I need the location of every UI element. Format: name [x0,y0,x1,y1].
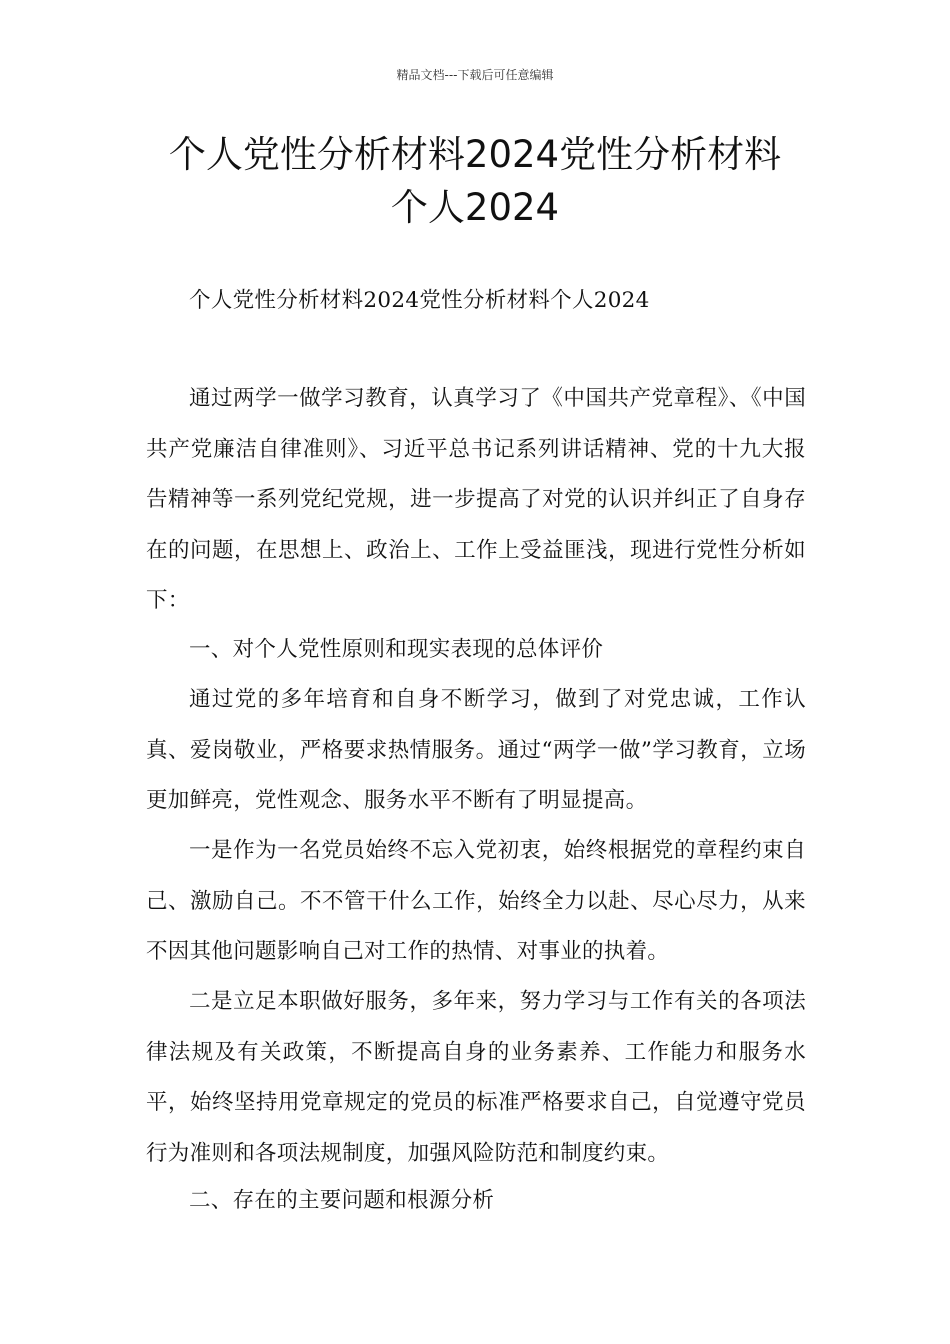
section-heading: 一、对个人党性原则和现实表现的总体评价 [189,637,604,662]
subtitle-paragraph: 个人党性分析材料2024党性分析材料个人2024 [189,288,650,313]
title-line-2: 个人2024 [390,186,560,229]
document-title [120,128,830,234]
section-heading: 二、存在的主要问题和根源分析 [189,1188,495,1213]
body-paragraph: 通过两学一做学习教育，认真学习了《中国共产党章程》、《中国共产党廉洁自律准则》、习近平总书记系列讲话精神、党的十九大报告精神等一系列党纪党规，进一步提高了对党的认识并纠正了自身存在的问题，在思想上、政治上、工作上受益匪浅，现进行党性分析如下： [146,386,806,613]
body-paragraph: 二是立足本职做好服务，多年来，努力学习与工作有关的各项法律法规及有关政策，不断提高自身的业务素养、工作能力和服务水平，始终坚持用党章规定的党员的标准严格要求自己，自觉遵守党员行为准则和各项法规制度，加强风险防范和制度约束。 [146,989,806,1166]
body-paragraph: 通过党的多年培育和自身不断学习，做到了对党忠诚，工作认真、爱岗敬业，严格要求热情服务。通过“两学一做”学习教育，立场更加鲜亮，党性观念、服务水平不断有了明显提高。 [146,687,806,813]
header-note: 精品文档---下载后可任意编辑 [396,68,554,82]
body-paragraph: 一是作为一名党员始终不忘入党初衷，始终根据党的章程约束自己、激励自己。不不管干什么工作，始终全力以赴、尽心尽力，从来不因其他问题影响自己对工作的热情、对事业的执着。 [146,838,806,964]
title-line-1: 个人党性分析材料2024党性分析材料 [168,133,782,176]
